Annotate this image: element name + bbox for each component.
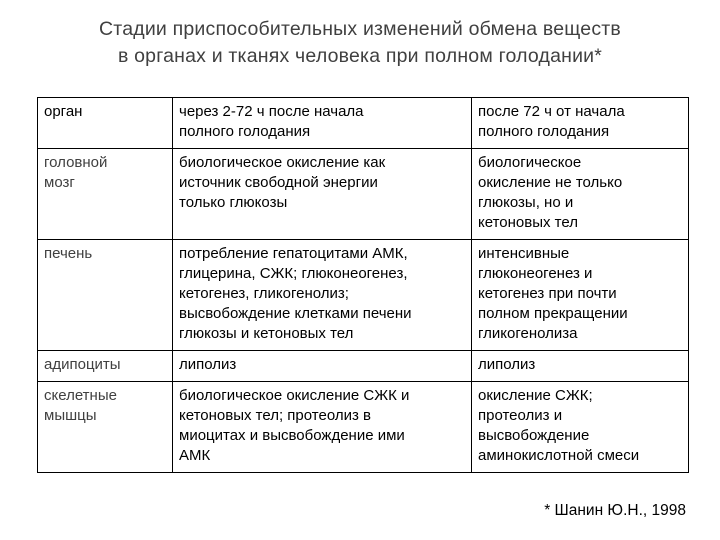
stage1-line: миоцитах и высвобождение ими (179, 427, 405, 444)
organ-line: головной (44, 154, 108, 171)
stage2-line: интенсивные (478, 245, 570, 262)
table-row-skeletal-muscle (38, 382, 689, 473)
stage1-line: биологическое окисление СЖК и (179, 387, 410, 404)
stage2-line: окисление не только (478, 174, 623, 191)
stage2-line: глюкозы, но и (478, 194, 574, 211)
organ-line: скелетные (44, 387, 117, 404)
stage2-cell (472, 149, 689, 240)
stage1-line: липолиз (179, 356, 237, 373)
stage1-line: только глюкозы (179, 194, 288, 211)
organ-line: мозг (44, 174, 75, 191)
header-stage1 (173, 98, 472, 149)
stage1-line: глюкозы и кетоновых тел (179, 325, 354, 342)
title-line-1: Стадии приспособительных изменений обмена веществ (99, 18, 621, 40)
header-stage2 (472, 98, 689, 149)
organ-line: печень (44, 245, 93, 262)
organ-line: адипоциты (44, 356, 121, 373)
table-row-brain (38, 149, 689, 240)
stage2-cell (472, 240, 689, 351)
stage1-line: кетогенез, гликогенолиз; (179, 285, 349, 302)
header-organ-label: орган (44, 103, 83, 120)
table-row-adipocytes (38, 351, 689, 382)
stage1-line: высвобождение клетками печени (179, 305, 412, 322)
header-organ (38, 98, 173, 149)
table-header-row (38, 98, 689, 149)
stage1-cell (173, 351, 472, 382)
stage2-line: окисление СЖК; (478, 387, 593, 404)
header-stage1-line: полного голодания (179, 123, 311, 140)
stage1-line: потребление гепатоцитами АМК, (179, 245, 408, 262)
stage2-line: биологическое (478, 154, 582, 171)
stage2-cell (472, 351, 689, 382)
stage2-line: кетогенез при почти (478, 285, 617, 302)
stages-table (37, 97, 689, 473)
stage2-line: кетоновых тел (478, 214, 578, 231)
slide-title (0, 16, 720, 70)
stage1-line: АМК (179, 447, 211, 464)
stage2-line: полном прекращении (478, 305, 628, 322)
title-line-2: в органах и тканях человека при полном голодании* (117, 45, 603, 67)
stage1-cell (173, 149, 472, 240)
stage2-line: аминокислотной смеси (478, 447, 640, 464)
stage1-line: кетоновых тел; протеолиз в (179, 407, 371, 424)
header-stage2-line: после 72 ч от начала (478, 103, 625, 120)
stage2-line: высвобождение (478, 427, 590, 444)
stage2-line: протеолиз и (478, 407, 563, 424)
stage1-line: источник свободной энергии (179, 174, 378, 191)
stage2-line: гликогенолиза (478, 325, 578, 342)
organ-line: мышцы (44, 407, 97, 424)
stage2-line: глюконеогенез и (478, 265, 593, 282)
stage2-cell (472, 382, 689, 473)
stage2-line: липолиз (478, 356, 536, 373)
stage1-line: биологическое окисление как (179, 154, 386, 171)
organ-cell (38, 149, 173, 240)
header-stage2-line: полного голодания (478, 123, 610, 140)
organ-cell (38, 382, 173, 473)
organ-cell (38, 240, 173, 351)
stage1-line: глицерина, СЖК; глюконеогенез, (179, 265, 408, 282)
organ-cell (38, 351, 173, 382)
stage1-cell (173, 382, 472, 473)
header-stage1-line: через 2-72 ч после начала (179, 103, 364, 120)
table-row-liver (38, 240, 689, 351)
stage1-cell (173, 240, 472, 351)
footnote: * Шанин Ю.Н., 1998 (544, 502, 686, 519)
